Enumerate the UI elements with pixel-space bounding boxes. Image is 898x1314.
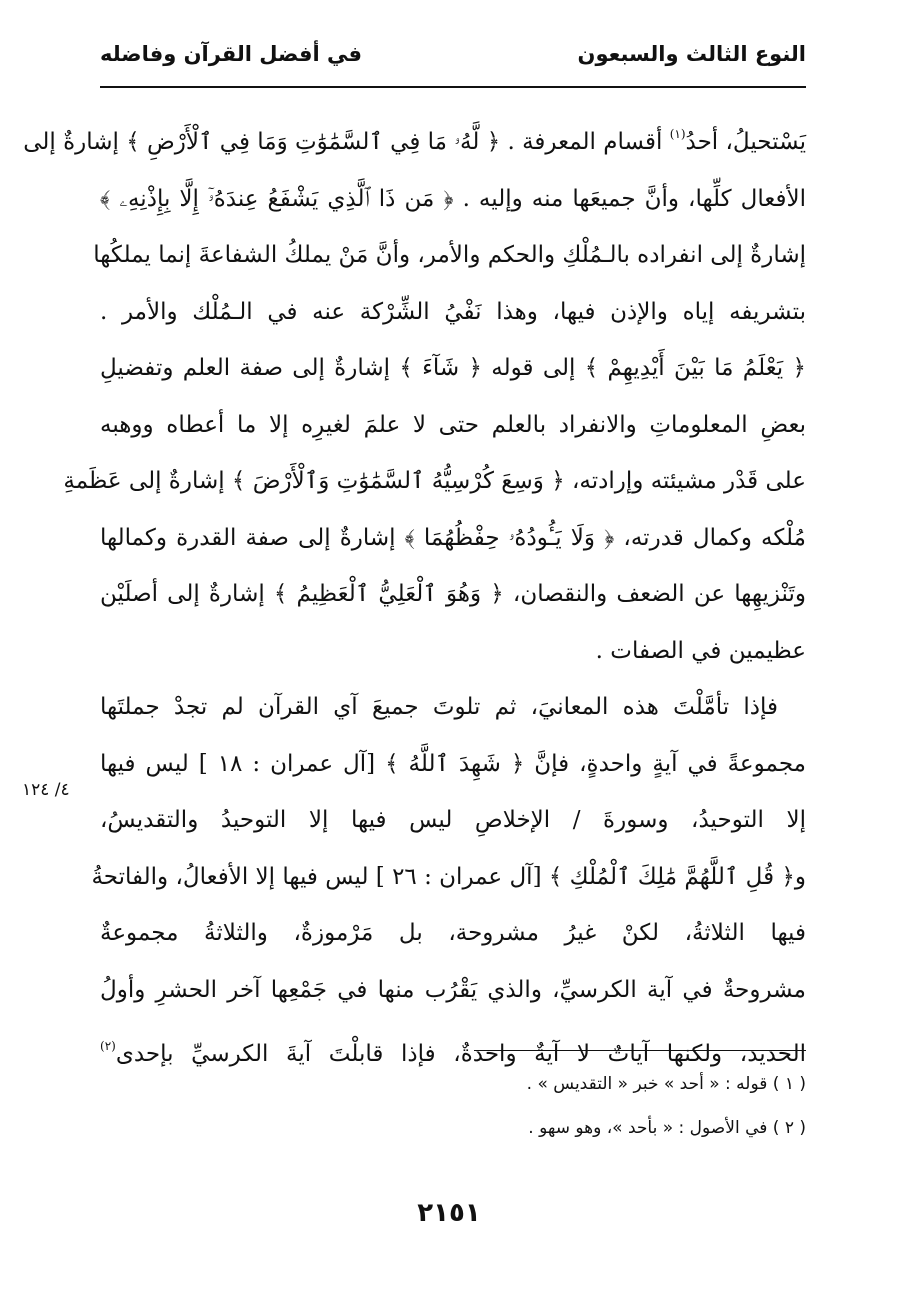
text-line-2: الأفعال كلِّها، وأنَّ جميعَها منه وإليه . ﴿ مَن ذَا ٱلَّذِي يَشْفَعُ عِندَهُۥٓ إِلَّا بِإِذْنِهِۦ ﴾ <box>100 185 806 212</box>
text-line-10: عظيمين في الصفات . <box>595 637 806 664</box>
text-line-16: مشروحةٌ في آية الكرسيِّ، والذي يَقْرُب منها في جَمْعِها آخر الحشرِ وأولُ <box>100 976 806 1003</box>
text-line-9: وتَنْزيهِها عن الضعف والنقصان، ﴿ وَهُوَ ٱلْعَلِيُّ ٱلْعَظِيمُ ﴾ إشارةٌ إلى أصلَيْن <box>100 581 806 607</box>
page-number: ٢١٥١ <box>417 1198 481 1228</box>
header-section-title: في أفضل القرآن وفاضله <box>100 42 362 66</box>
header-chapter-title: النوع الثالث والسبعون <box>577 42 806 66</box>
text-line-11: فإذا تأمَّلْتَ هذه المعانيَ، ثم تلوتَ جميعَ آي القرآن لم تجدْ جملتَها <box>100 694 778 720</box>
text-segment: يَسْتحيلُ، أحدُ <box>685 129 806 155</box>
text-line-4: بتشريفه إياه والإذن فيها، وهذا نَفْيُ الشِّرْكة عنه في الـمُلْك والأمر . <box>100 298 806 325</box>
footnotes <box>100 1062 806 1150</box>
footnote-ref-2: (٢) <box>100 1039 116 1053</box>
text-segment: أقسام المعرفة . ﴿ لَّهُۥ مَا فِي ٱلسَّمَٰوَٰتِ وَمَا فِي ٱلْأَرْضِ ﴾ إشارةٌ إلى <box>23 129 663 155</box>
text-line-7: على قَدْر مشيئته وإرادته، ﴿ وَسِعَ كُرْسِيُّهُ ٱلسَّمَٰوَٰتِ وَٱلْأَرْضَ ﴾ إشارةٌ إلى عَظَمةِ <box>63 468 806 494</box>
text-line-5: ﴿ يَعْلَمُ مَا بَيْنَ أَيْدِيهِمْ ﴾ إلى قوله ﴿ شَآءَ ﴾ إشارةٌ إلى صفة العلم وتفضيلِ <box>100 355 806 381</box>
text-line-12: مجموعةً في آيةٍ واحدةٍ، فإنَّ ﴿ شَهِدَ ٱللَّهُ ﴾ [آل عمران : ١٨ ] ليس فيها <box>100 750 806 777</box>
header-divider <box>100 86 806 88</box>
text-line-13: إلا التوحيدُ، وسورةَ / الإخلاصِ ليس فيها إلا التوحيدُ والتقديسُ، <box>100 807 806 833</box>
text-line-3: إشارةٌ إلى انفراده بالـمُلْكِ والحكم والأمر، وأنَّ مَنْ يملكُ الشفاعةَ إنما يملكُها <box>93 242 806 268</box>
text-line-14: و﴿ قُلِ ٱللَّهُمَّ مَٰلِكَ ٱلْمُلْكِ ﴾ [آل عمران : ٢٦ ] ليس فيها إلا الأفعالُ، والفاتحةُ <box>91 863 806 890</box>
text-segment: الحديد، ولكنها آياتٌ لا آيةٌ واحدةٌ، فإذا قابلْتَ آيةَ الكرسيِّ بإحدى <box>115 1041 806 1067</box>
text-line-6: بعضِ المعلوماتِ والانفراد بالعلم حتى لا علمَ لغيرِه إلا ما أعطاه ووهبه <box>100 411 806 438</box>
running-header <box>100 42 806 66</box>
footnote-divider <box>474 1050 806 1051</box>
footnote-ref-1: (١) <box>669 127 686 141</box>
margin-page-reference: ٤/ ١٢٤ <box>22 780 70 800</box>
footnote-2: ( ٢ ) في الأصول : « بأحد »، وهو سهو . <box>528 1118 806 1138</box>
footnote-1: ( ١ ) قوله : « أحد » خبر « التقديس » . <box>526 1074 806 1094</box>
text-line-1 <box>23 106 806 171</box>
text-line-8: مُلْكه وكمال قدرته، ﴿ وَلَا يَـُٔودُهُۥ حِفْظُهُمَا ﴾ إشارةٌ إلى صفة القدرة وكمالها <box>100 524 806 551</box>
text-line-15: فيها الثلاثةُ، لكنْ غيرُ مشروحة، بل مَرْموزةٌ، والثلاثةُ مجموعةٌ <box>100 920 806 946</box>
